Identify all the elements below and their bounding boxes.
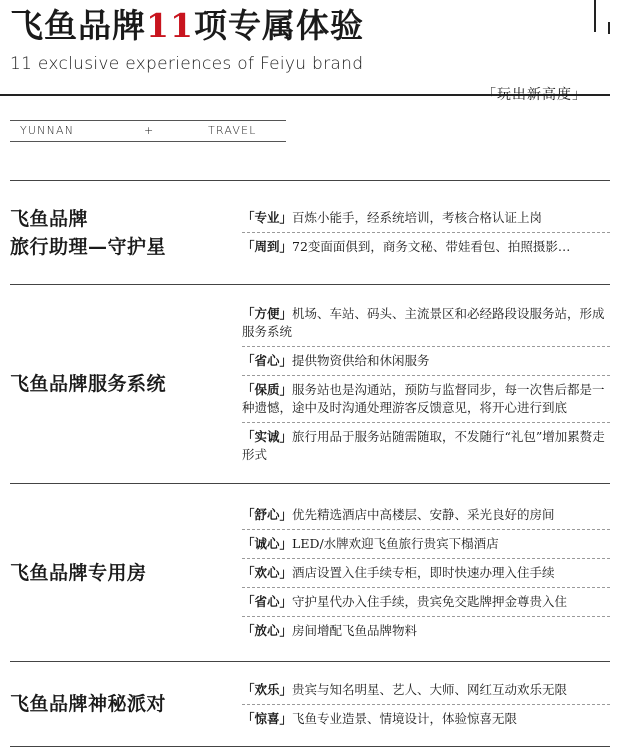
tag-bar-bottom-rule (10, 141, 286, 142)
slogan: 「玩出新高度」 (482, 87, 587, 103)
list-item (242, 376, 610, 423)
item-text: 百炼小能手，经系统培训，考核合格认证上岗 (292, 210, 543, 225)
section-items (242, 672, 610, 737)
title-number: 11 (146, 6, 194, 45)
item-text: 机场、车站、码头、主流景区和必经路段设服务站，形成服务系统 (242, 305, 605, 339)
item-text: 提供物资供给和休闲服务 (292, 352, 430, 368)
item-label: 「欢乐」 (242, 681, 293, 697)
list-item (242, 617, 610, 645)
item-label: 「省心」 (242, 593, 293, 609)
list-item (242, 423, 610, 469)
item-label: 「舒心」 (242, 506, 293, 522)
section-title: 飞鱼品牌专用房 (10, 561, 147, 584)
item-label: 「周到」 (242, 239, 293, 254)
tag-travel: TRAVEL (208, 124, 257, 137)
list-item (242, 300, 610, 347)
tag-bar-top-rule (10, 120, 286, 121)
header-corner-mark (608, 22, 610, 34)
item-text: 房间增配飞鱼品牌物料 (292, 622, 418, 638)
experience-sections (10, 180, 610, 747)
item-text: 优先精选酒店中高楼层、安静、采光良好的房间 (292, 506, 555, 522)
section-mystery-party (10, 661, 610, 747)
section-items (242, 200, 610, 265)
title-prefix: 飞鱼品牌 (10, 6, 146, 45)
item-label: 「诚心」 (242, 535, 293, 551)
section-title: 飞鱼品牌服务系统 (10, 373, 167, 395)
item-text: 服务站也是沟通站，预防与监督同步，每一次售后都是一种遗憾，途中及时沟通处理游客反馈意见，将开心进行到底 (242, 381, 605, 415)
item-label: 「省心」 (242, 352, 293, 368)
header-vertical-divider (594, 0, 596, 32)
item-text: LED/水牌欢迎飞鱼旅行贵宾下榻酒店 (292, 535, 499, 551)
item-label: 「欢心」 (242, 564, 293, 580)
item-label: 「实诚」 (242, 428, 293, 444)
list-item (242, 233, 610, 261)
section-travel-assistant (10, 180, 610, 284)
list-item (242, 705, 610, 733)
list-item (242, 530, 610, 559)
list-item (242, 501, 610, 530)
item-label: 「保质」 (242, 381, 293, 397)
section-title: 飞鱼品牌神秘派对 (10, 693, 167, 715)
tag-plus: + (144, 124, 155, 137)
page-subtitle: 11 exclusive experiences of Feiyu brand (10, 54, 364, 74)
item-label: 「放心」 (242, 622, 293, 638)
section-service-system (10, 284, 610, 483)
title-suffix: 项专属体验 (193, 6, 364, 45)
list-item (242, 204, 610, 233)
item-label: 「方便」 (242, 305, 293, 321)
item-text: 72变面面俱到，商务文秘、带娃看包、拍照摄影… (292, 239, 571, 254)
section-title: 飞鱼品牌 旅行助理—守护星 (10, 207, 167, 258)
item-text: 旅行用品于服务站随需随取，不发随行“礼包”增加累赘走形式 (242, 428, 605, 462)
list-item (242, 347, 610, 376)
item-label: 「专业」 (242, 210, 293, 225)
section-exclusive-room (10, 483, 610, 661)
item-text: 飞鱼专业造景、情境设计，体验惊喜无限 (292, 710, 518, 726)
item-label: 「惊喜」 (242, 710, 293, 726)
list-item (242, 559, 610, 588)
item-text: 酒店设置入住手续专柜，即时快速办理入住手续 (292, 564, 555, 580)
tag-bar (10, 120, 286, 142)
list-item (242, 588, 610, 617)
item-text: 贵宾与知名明星、艺人、大师、网红互动欢乐无限 (292, 681, 568, 697)
page-title (10, 4, 364, 48)
section-items (242, 296, 610, 473)
item-text: 守护星代办入住手续，贵宾免交匙牌押金尊贵入住 (292, 593, 568, 609)
tag-yunnan: YUNNAN (20, 124, 75, 137)
list-item (242, 676, 610, 705)
section-items (242, 497, 610, 649)
